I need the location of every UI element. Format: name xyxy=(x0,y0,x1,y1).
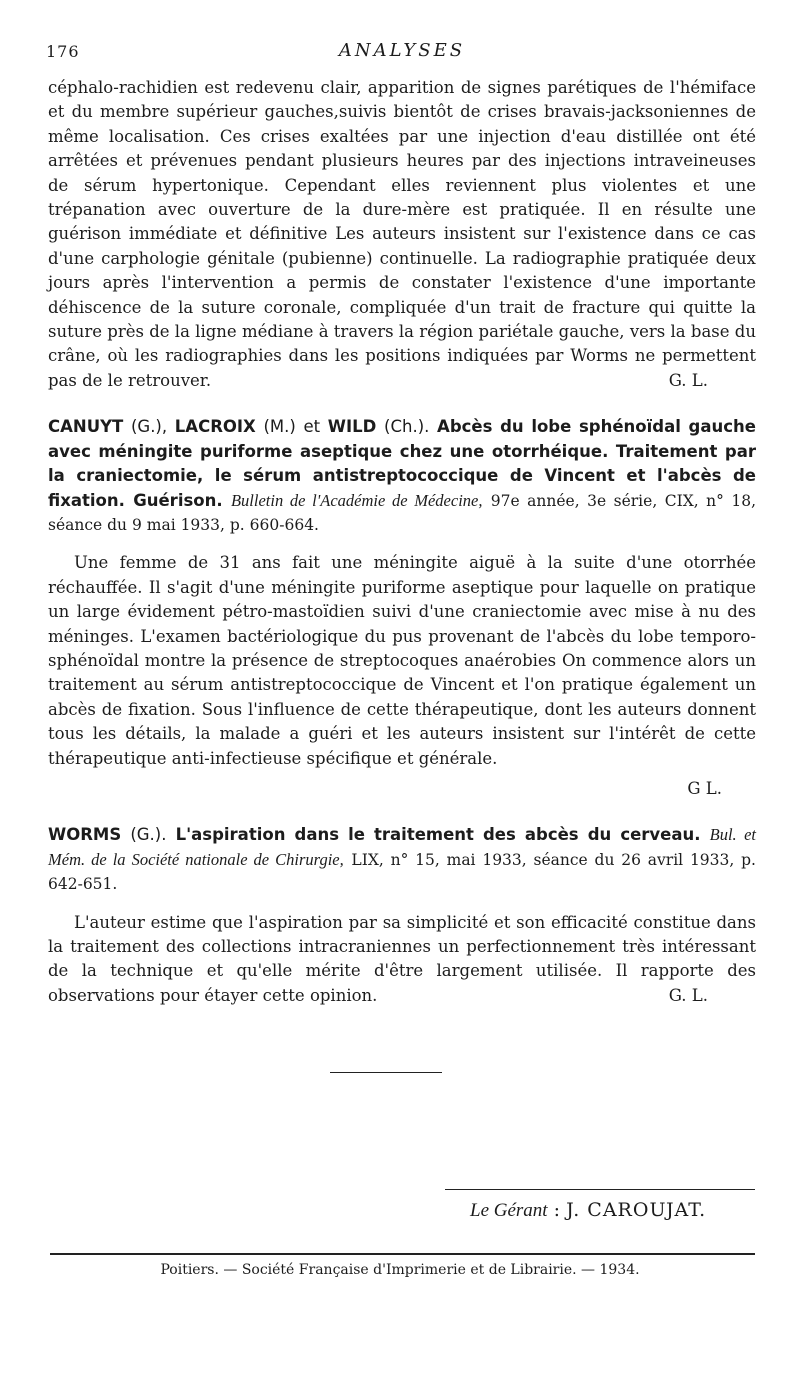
review1-conj: et xyxy=(303,417,321,437)
review2-heading xyxy=(48,823,756,896)
review1-initial-1: (G.), xyxy=(130,417,168,437)
review1-body: Une femme de 31 ans fait une méningite aiguë à la suite d'une otorrhée réchauffée. Il s'agit d'une méningite puriforme aseptique pour laquelle on pratique un large évidement pétro-mastoïdien suivi d'une craniectomie avec mise à nu des méninges. L'examen bactériologique du pus provenant de l'abcès du lobe temporo-sphénoïdal montre la présence de streptocoques anaérobies On commence alors un traitement au sérum antistreptococcique de Vincent et l'on pratique également un abcès de fixation. Sous l'influence de cette thérapeutique, dont les auteurs donnent tous les détails, la malade a guéri et les auteurs insistent sur l'intérêt de cette thérapeutique anti-infectieuse spécifique et générale. xyxy=(48,553,756,768)
review2-signature: G. L. xyxy=(668,985,708,1005)
footer-rule xyxy=(50,1253,755,1255)
printer-imprint: Poitiers. — Société Française d'Imprimerie et de Librairie. — 1934. xyxy=(160,1262,640,1278)
review2-journal: Bul. et Mém. de la Société nationale de Chirurgie, xyxy=(48,825,757,869)
continuation-signature: G. L. xyxy=(668,370,708,390)
gerant-label: Le Gérant xyxy=(470,1200,548,1221)
review2-initial: (G.). xyxy=(130,825,167,845)
review2-body xyxy=(48,911,756,1009)
review1-author-1: CANUYT xyxy=(48,417,124,437)
page-number: 176 xyxy=(46,42,80,61)
review1-initial-3: (Ch.). xyxy=(384,417,430,437)
review1-initial-2: (M.) xyxy=(263,417,296,437)
review1-author-3: WILD xyxy=(327,417,377,437)
review2-title: L'aspiration dans le traitement des abcès du cerveau. xyxy=(175,825,701,845)
review2-author: WORMS xyxy=(48,825,122,845)
review1-title: Abcès du lobe sphénoïdal gauche avec méningite puriforme aseptique chez une otorrhéique. Traitement par la craniectomie, le sérum antistreptococcique de Vincent et l'abcès de fixation. Guérison. xyxy=(48,417,756,510)
gerant-line xyxy=(470,1199,706,1222)
running-title: ANALYSES xyxy=(338,40,466,61)
page-header xyxy=(48,38,756,66)
page xyxy=(48,38,756,1008)
continuation-text: céphalo-rachidien est redevenu clair, apparition de signes parétiques de l'hémiface et du membre supérieur gauches,suivis bientôt de crises bravais-jacksoniennes de même localisation. Ces crises exaltées par une injection d'eau distillée ont été arrêtées et prévenues pendant plusieurs heures par des injections intraveineuses de sérum hypertonique. Cependant elles reviennent plus violentes et une trépanation avec ouverture de la dure-mère est pratiquée. Il en résulte une guérison immédiate et définitive Les auteurs insistent sur l'existence dans ce cas d'une carphologie génitale (pubienne) continuelle. La radiographie pratiquée deux jours après l'intervention a permis de constater l'existence d'une importante déhiscence de la suture coronale, compliquée d'un trait de fracture qui quitte la suture près de la ligne médiane à travers la région pariétale gauche, vers la base du crâne, où les radiographies dans les positions indiquées par Worms ne permettent pas de le retrouver. xyxy=(48,78,756,390)
review2-citation: LIX, n° 15, mai 1933, séance du 26 avril 1933, p. 642-651. xyxy=(48,850,756,894)
continuation-paragraph xyxy=(48,76,756,393)
gerant-name: J. CAROUJAT. xyxy=(566,1199,707,1221)
review1-author-2: LACROIX xyxy=(174,417,256,437)
review1-signature: G L. xyxy=(687,778,722,798)
review1-heading xyxy=(48,415,756,537)
review1-citation: 97e année, 3e série, CIX, n° 18, séance du 9 mai 1933, p. 660-664. xyxy=(48,491,757,534)
gerant-rule xyxy=(445,1189,755,1190)
review1-signature-line xyxy=(48,777,756,801)
section-end-rule xyxy=(330,1072,442,1073)
review1-journal: Bulletin de l'Académie de Médecine, xyxy=(230,490,483,510)
review2-body-text: L'auteur estime que l'aspiration par sa simplicité et son efficacité constitue dans la traitement des collections intracraniennes un perfectionnement très intéressant de la technique et qu'elle mérite d'être largement utilisée. Il rapporte des observations pour étayer cette opinion. xyxy=(48,912,756,1005)
gerant-separator: : xyxy=(553,1199,561,1221)
